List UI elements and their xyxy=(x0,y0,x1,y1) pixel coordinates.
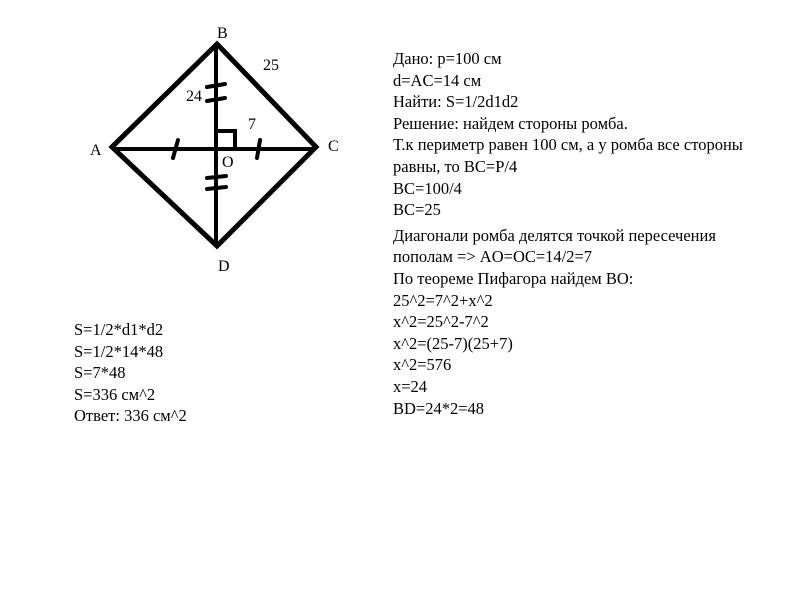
solution-line: d=AC=14 см xyxy=(393,70,482,90)
area-line: S=7*48 xyxy=(74,363,126,383)
solution-line: BC=100/4 xyxy=(393,178,462,198)
area-line: S=336 см^2 xyxy=(74,384,156,404)
solution-line: 25^2=7^2+x^2 xyxy=(393,290,493,310)
answer-line: Ответ: 336 см^2 xyxy=(74,406,187,426)
solution-line: x^2=25^2-7^2 xyxy=(393,312,489,332)
solution-line: пополам => AO=OC=14/2=7 xyxy=(393,247,593,267)
solution-line: Решение: найдем стороны ромба. xyxy=(393,113,628,133)
solution-line: BC=25 xyxy=(393,200,441,220)
tick-od-2 xyxy=(207,187,226,189)
right-angle-mark xyxy=(218,131,235,148)
tick-ao xyxy=(173,140,178,158)
tick-oc xyxy=(257,140,260,158)
solution-line: По теореме Пифагора найдем BO: xyxy=(393,268,634,288)
label-oc: 7 xyxy=(248,116,256,133)
solution-line: Т.к периметр равен 100 см, а у ромба все стороны xyxy=(393,135,743,155)
solution-line: x=24 xyxy=(393,376,428,396)
label-side-bc: 25 xyxy=(263,57,279,74)
solution-line: Дано: p=100 см xyxy=(393,49,502,68)
solution-line: x^2=(25-7)(25+7) xyxy=(393,333,513,353)
solution-line: равны, то BC=P/4 xyxy=(393,156,518,176)
label-bo: 24 xyxy=(186,88,202,105)
area-line: S=1/2*14*48 xyxy=(74,341,164,361)
area-calculation xyxy=(74,319,187,427)
solution-line: BD=24*2=48 xyxy=(393,398,485,418)
label-point-d: D xyxy=(218,258,230,275)
label-point-b: B xyxy=(217,25,228,42)
solution-line: Найти: S=1/2d1d2 xyxy=(393,92,519,112)
solution-text xyxy=(393,48,743,419)
area-line: S=1/2*d1*d2 xyxy=(74,320,164,339)
solution-line: Диагонали ромба делятся точкой пересечения xyxy=(393,225,716,245)
label-point-a: A xyxy=(90,142,102,159)
solution-line: x^2=576 xyxy=(393,355,452,375)
tick-bo-1 xyxy=(207,84,225,87)
label-point-o: O xyxy=(222,154,234,171)
tick-bo-2 xyxy=(207,98,225,101)
tick-od-1 xyxy=(207,176,226,178)
label-point-c: C xyxy=(328,138,339,155)
